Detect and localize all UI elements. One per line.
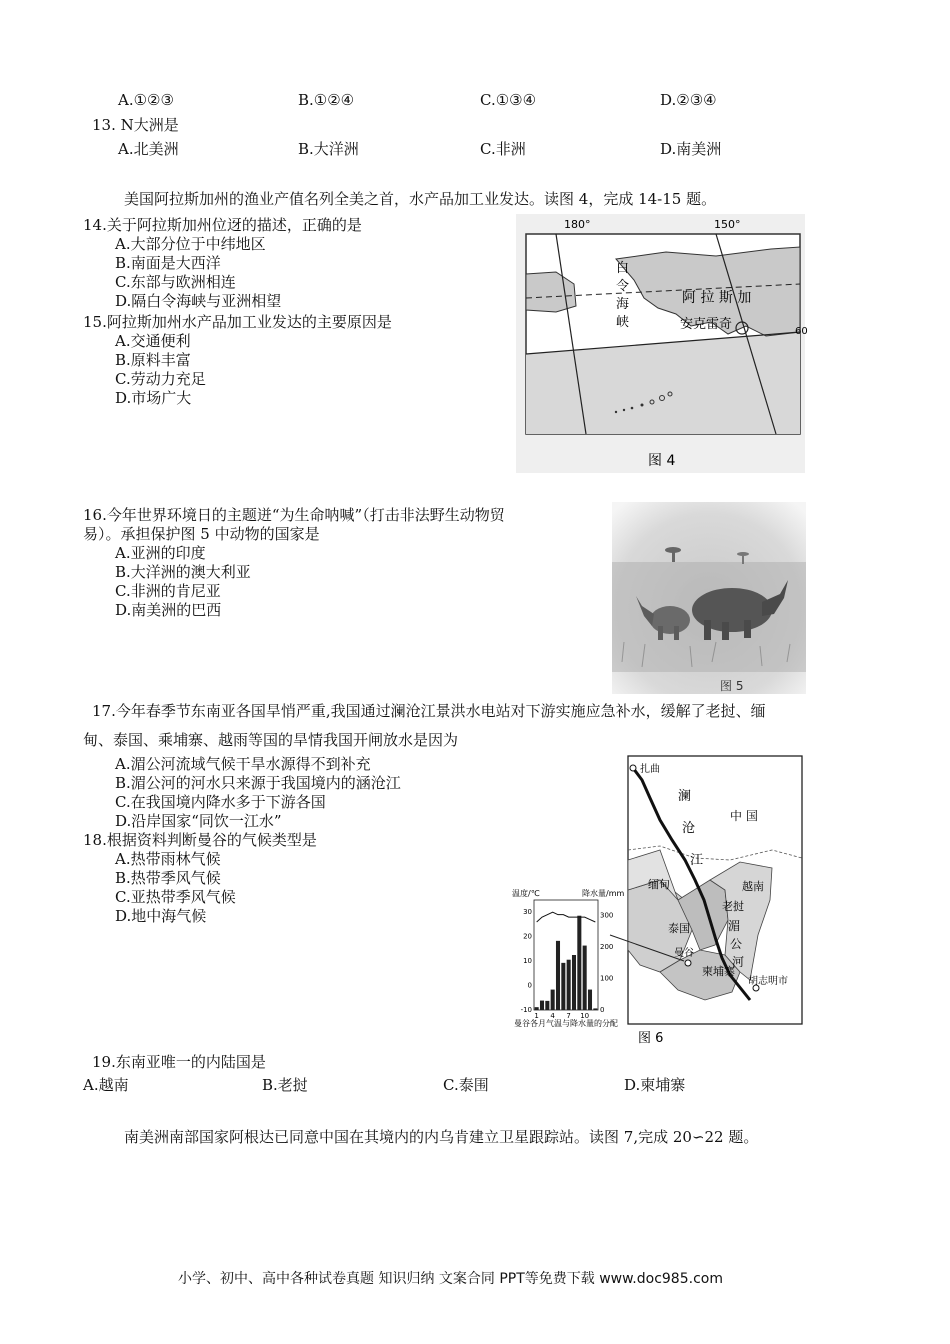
fig6-label-myanmar: 缅甸 — [648, 878, 670, 891]
q19-option-c: C.泰围 — [443, 1076, 489, 1094]
fig6-precip-axis: 降水量/mm — [582, 889, 625, 898]
q16-option-a: A.亚洲的印度 — [115, 544, 206, 562]
y-left-tick-label: 10 — [523, 957, 532, 966]
fig4-label-150: 150° — [714, 218, 741, 231]
figure-4-alaska-map — [516, 214, 808, 473]
q12-option-b: B.①②④ — [298, 91, 355, 109]
q19-option-b: B.老挝 — [262, 1076, 308, 1094]
fig6-label-hcmc: 胡志明市 — [748, 976, 788, 987]
fig6-label-thailand: 泰国 — [668, 922, 690, 935]
precip-bar — [588, 990, 592, 1010]
fig6-label-cang: 沧 — [682, 821, 696, 836]
q18-option-d: D.地中海气候 — [115, 907, 207, 925]
fig4-label-anchorage: 安克雷奇 — [680, 317, 733, 332]
fig6-label-jiang: 江 — [690, 853, 704, 868]
q19-stem: 19.东南亚唯一的内陆国是 — [92, 1053, 266, 1071]
fig4-label-alaska: 阿 拉 斯 加 — [682, 290, 752, 306]
q17-option-c: C.在我国境内降水多于下游各国 — [115, 793, 326, 811]
fig6-label-laos: 老挝 — [722, 900, 744, 913]
q16-stem-line2: 易）。承担保护图 5 中动物的国家是 — [83, 525, 320, 543]
fig6-label-bangkok: 曼谷 — [674, 948, 694, 959]
page-footer: 小学、初中、高中各种试卷真题 知识归纳 文案合同 PPT等免费下载 www.doc985.com — [178, 1271, 723, 1287]
y-left-tick-label: 20 — [523, 932, 532, 941]
fig6-label-gong: 公 — [730, 937, 743, 951]
q13-option-d: D.南美洲 — [660, 140, 722, 158]
y-right-tick-label: 0 — [600, 1006, 605, 1014]
x-tick-label: 10 — [580, 1012, 590, 1020]
precip-bar — [567, 960, 571, 1010]
intro-14-15: 美国阿拉斯加州的渔业产值名列全美之首，水产品加工业发达。读图 4，完成 14-15 题。 — [124, 190, 717, 208]
q19-option-d: D.柬埔寨 — [624, 1076, 686, 1094]
fig4-label-ling: 令 — [616, 279, 630, 294]
q16-option-b: B.大洋洲的澳大利亚 — [115, 563, 251, 581]
q18-option-c: C.亚热带季风气候 — [115, 888, 236, 906]
precip-bar — [551, 990, 555, 1010]
q12-option-d: D.②③④ — [660, 91, 717, 109]
precip-bar — [577, 916, 581, 1010]
q15-option-a: A.交通便利 — [115, 332, 191, 350]
q15-option-d: D.市场广大 — [115, 389, 192, 407]
q14-option-b: B.南面是大西洋 — [115, 254, 221, 272]
y-right-tick-label: 200 — [600, 943, 614, 952]
q12-option-a: A.①②③ — [118, 91, 174, 109]
figure-6-mekong-map — [510, 750, 806, 1050]
q17-stem-line1: 17.今年春季节东南亚各国旱悄严重,我国通过澜沧江景洪水电站对下游实施应急补水，缓解了老挝、缅 — [92, 702, 766, 720]
q16-option-d: D.南美洲的巴西 — [115, 601, 222, 619]
q13-option-c: C.非洲 — [480, 140, 526, 158]
fig4-label-hai: 海 — [616, 297, 630, 312]
fig6-caption: 图 6 — [638, 1031, 664, 1046]
precip-bar — [545, 1001, 549, 1010]
temp-line — [537, 912, 596, 922]
precip-bar — [556, 941, 560, 1010]
fig4-label-180: 180° — [564, 218, 591, 231]
fig6-label-zaqu: 扎曲 — [640, 764, 660, 775]
q13-stem: 13. N大洲是 — [92, 116, 179, 134]
q16-option-c: C.非洲的肯尼亚 — [115, 582, 221, 600]
x-tick-label: 7 — [566, 1012, 571, 1020]
q13-option-b: B.大洋洲 — [298, 140, 359, 158]
fig6-label-mei: 湄 — [728, 919, 741, 933]
figure-5-rhino-photo — [612, 502, 806, 694]
y-left-tick-label: 0 — [527, 981, 532, 990]
intro-20-22: 南美洲南部国家阿根达已同意中国在其境内的内乌肯建立卫星跟踪站。读图 7,完成 20∽22 题。 — [124, 1128, 759, 1146]
fig6-temp-axis: 温度/℃ — [512, 889, 540, 898]
fig4-caption: 图 4 — [648, 453, 676, 469]
precip-bar — [583, 946, 587, 1010]
fig6-label-lan: 澜 — [678, 789, 692, 804]
precip-bar — [593, 1008, 597, 1010]
q19-option-a: A.越南 — [83, 1076, 129, 1094]
q12-option-c: C.①③④ — [480, 91, 537, 109]
q14-stem: 14.关于阿拉斯加州位迓的描述，正确的是 — [83, 216, 362, 234]
q15-option-b: B.原料丰富 — [115, 351, 191, 369]
fig4-label-60: 60 — [795, 326, 808, 337]
x-tick-label: 4 — [550, 1012, 555, 1020]
y-left-tick-label: -10 — [520, 1006, 532, 1014]
q14-option-c: C.东部与欧洲相连 — [115, 273, 236, 291]
q17-option-d: D.沿岸国家“同饮一江水” — [115, 812, 282, 830]
q17-option-b: B.湄公河的河水只来源于我国境内的涵沧江 — [115, 774, 401, 792]
q14-option-d: D.隔白令海峡与亚洲相望 — [115, 292, 282, 310]
fig6-chart-caption: 曼谷各月气温与降水量的分配 — [514, 1019, 618, 1028]
bangkok-climate-chart — [521, 900, 614, 1020]
fig4-label-xia: 峡 — [616, 315, 630, 330]
fig6-label-cambodia: 柬埔寨 — [702, 965, 735, 978]
fig6-label-vietnam: 越南 — [742, 880, 764, 893]
fig6-label-china: 中 国 — [730, 809, 758, 823]
precip-bar — [572, 955, 576, 1010]
y-left-tick-label: 30 — [523, 908, 532, 917]
fig6-label-he: 河 — [732, 955, 745, 969]
precip-bar — [561, 963, 565, 1010]
q17-option-a: A.湄公河流域气候干旱水源得不到补充 — [115, 755, 371, 773]
precip-bar — [535, 1007, 539, 1010]
x-tick-label: 1 — [534, 1012, 539, 1020]
q16-stem-line1: 16.今年世界环境日的主题迸“为生命呐喊”（打击非法野生动物贸 — [83, 506, 505, 524]
q14-option-a: A.大部分位于中纬地区 — [115, 235, 266, 253]
y-right-tick-label: 300 — [600, 911, 614, 920]
y-right-tick-label: 100 — [600, 974, 614, 983]
q13-option-a: A.北美洲 — [118, 140, 179, 158]
q17-stem-line2: 甸、泰国、乘埔寨、越雨等国的旱情我国开闸放水是因为 — [83, 731, 459, 749]
precip-bar — [540, 1001, 544, 1010]
q15-option-c: C.劳动力充足 — [115, 370, 206, 388]
q18-option-a: A.热带雨林气候 — [115, 850, 221, 868]
q18-stem: 18.根据资料判断曼谷的气候类型是 — [83, 831, 317, 849]
fig5-caption: 图 5 — [720, 679, 744, 693]
q18-option-b: B.热带季风气候 — [115, 869, 221, 887]
fig4-label-bai: 白 — [616, 261, 630, 276]
q15-stem: 15.阿拉斯加州水产品加工业发达的主要原因是 — [83, 313, 392, 331]
